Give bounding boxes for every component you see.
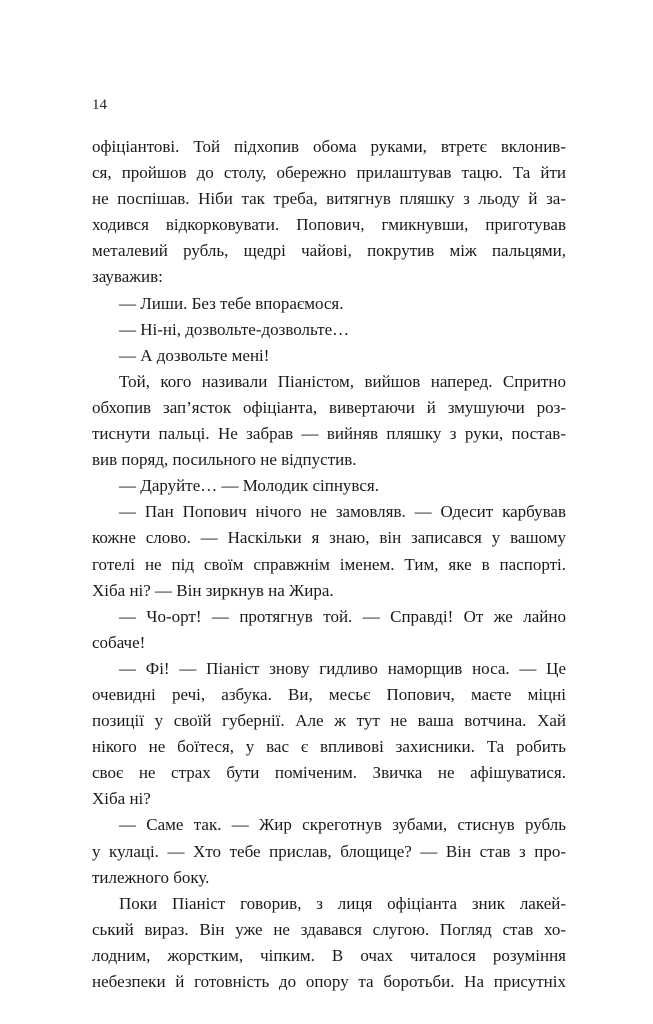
text-line: — Фі! — Піаніст знову гидливо наморщив носа. — Це [119,658,566,678]
text-line: ся, пройшов до столу, обережно прилаштував тацю. Та йти [92,163,566,183]
text-line: Поки Піаніст говорив, з лиця офіціанта зник лакей- [119,893,566,913]
text-line: тиснути пальці. Не забрав — вийняв пляшку з руки, постав- [92,424,566,444]
text-line: — Пан Попович нічого не замовляв. — Одесит карбував [119,502,566,522]
text-line: Хіба ні? [92,789,151,809]
text-line: — Лиши. Без тебе впораємося. [119,293,344,313]
text-line: собаче! [92,632,146,652]
text-line: офіціантові. Той підхопив обома руками, втретє вклонив- [92,137,566,156]
text-line: — А дозвольте мені! [119,345,270,365]
text-line: своє не страх бути поміченим. Звичка не афішуватися. [92,763,566,783]
text-line: вив поряд, посильного не відпустив. [92,450,357,470]
body-text [92,134,566,995]
text-line: нікого не боїтеся, у вас є впливові захисники. Та робить [92,737,566,757]
text-line: ходився відкорковувати. Попович, гмикнувши, приготував [92,215,566,235]
text-line: обхопив зап’ясток офіціанта, вивертаючи й змушуючи роз- [92,397,566,417]
text-line: тилежного боку. [92,867,210,887]
text-line: Хіба ні? — Він зиркнув на Жира. [92,580,334,600]
text-line: небезпеки й готовність до опору та боротьби. На присутніх [92,972,566,991]
text-line: зауважив: [92,267,163,287]
text-line: лодним, жорстким, чіпким. В очах читалося розуміння [92,945,566,965]
text-line: — Даруйте… — Молодик сіпнувся. [119,476,379,496]
text-line: ський вираз. Він уже не здавався слугою. Погляд став хо- [92,919,566,939]
text-line: металевий рубль, щедрі чайові, покрутив між пальцями, [92,241,566,261]
text-line: не поспішав. Ніби так треба, витягнув пляшку з льоду й за- [92,189,566,209]
text-line: готелі не під своїм справжнім іменем. Тим, яке в паспорті. [92,554,566,574]
text-line: кожне слово. — Наскільки я знаю, він записався у вашому [92,528,566,548]
text-line: — Ні-ні, дозвольте-дозвольте… [119,319,350,339]
text-line: позиції у своїй губернії. Але ж тут не ваша вотчина. Хай [92,711,566,731]
text-line: у кулаці. — Хто тебе прислав, блощице? — Він став з про- [92,841,566,861]
text-line: Той, кого називали Піаністом, вийшов наперед. Спритно [119,371,566,391]
text-line: — Чо-орт! — протягнув той. — Справді! От же лайно [119,606,566,626]
text-line: — Саме так. — Жир скреготнув зубами, стиснув рубль [119,815,566,835]
page-number: 14 [92,97,107,113]
text-line: очевидні речі, азбука. Ви, месьє Попович, маєте міцні [92,684,566,704]
